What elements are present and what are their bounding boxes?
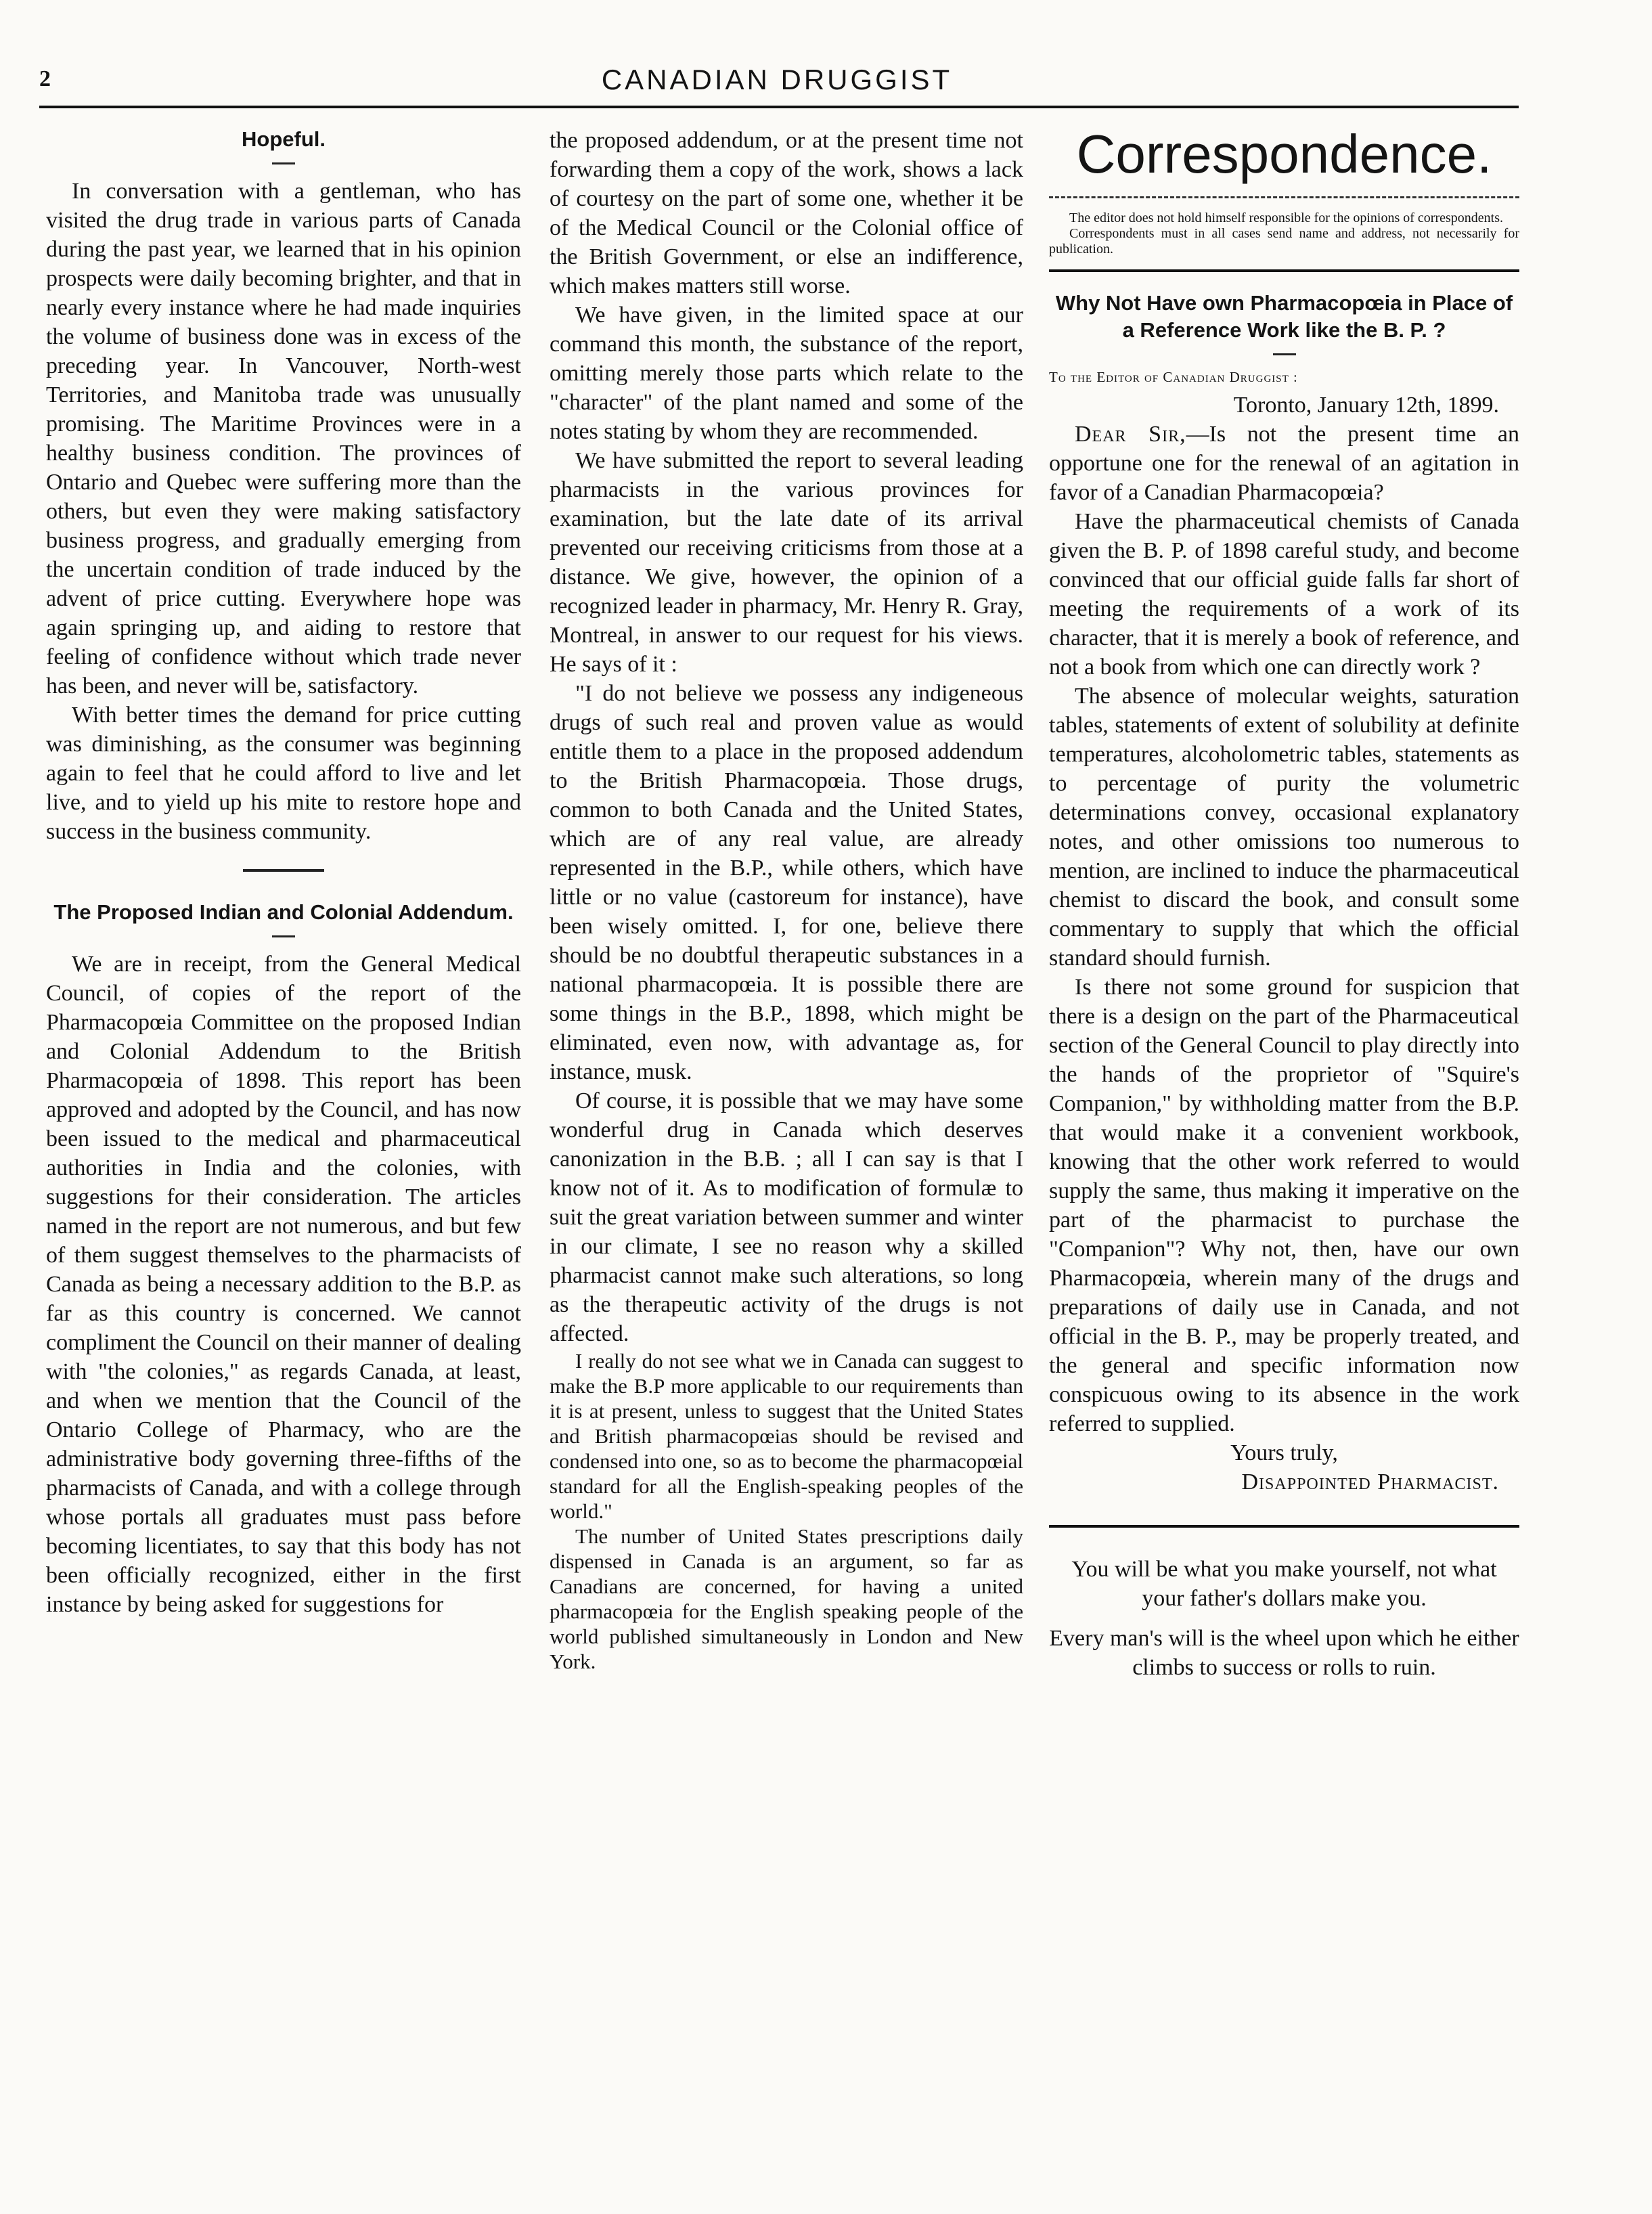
article-title-hopeful: Hopeful.: [242, 127, 326, 151]
letter-paragraph: Is there not some ground for suspicion that there is a design on the part of the Pharmaceutical section of the General Council to play directly into the hands of the proprietor of "Squire's Companion," by withholding matter from the B.P. that would make it a convenient workbook, knowing that the other work referred to would supply the same, thus making it imperative on the part of the pharmacist to purchase the "Companion"? Why not, then, have our own Pharmacopœia, wherein many of the drugs and preparations of daily use in Canada, and not official in the B. P., may be properly treated, and the general and specific information now conspicuous owing to its absence in the work referred to supplied.: [1049, 975, 1519, 1436]
paragraph: We are in receipt, from the General Medical Council, of copies of the report of the Pharmacopœia Committee on the proposed Indian and Colonial Addendum to the British Pharmacopœia of 1898. This report has been approved and adopted by the Council, and has now been issued to the medical and pharmaceutical authorities in India and the colonies, with suggestions for their consideration. The articles named in the report are not numerous, and but few of them suggest themselves to the pharmacists of Canada as being a necessary addition to the B.P. as far as this country is concerned. We cannot compliment the Council on their manner of dealing with "the colonies," as regards Canada, at least, and when we mention that the Council of the Ontario College of Pharmacy, who are the administrative body governing three-fifths of the pharmacists of Canada, and with a college through whose portals all graduates must pass before becoming licentiates, to say that this body has not been officially recognized, either in the first instance by being asked for suggestions for: [46, 952, 521, 1617]
paragraph: We have given, in the limited space at our command this month, the substance of the report, omitting merely those parts which relate to the "character" of the plant named and some of the notes stating by whom they are recommended.: [550, 303, 1023, 444]
maxim: You will be what you make yourself, not what your father's dollars make you.: [1071, 1557, 1497, 1611]
section-rule: [1049, 1525, 1519, 1528]
letter-paragraph: Dear Sir,—Is not the present time an opportune one for the renewal of an agitation in favor of a Canadian Pharmacopœia?: [1049, 422, 1519, 505]
page-header: [39, 62, 1515, 110]
letter-paragraph: The absence of molecular weights, saturation tables, statements of extent of solubility at definite temperatures, alcoholometric tables, statements as to percentage of purity the volumetric determinations convey, occasional explanatory notes, and other omissions too numerous to mention, are inclined to induce the pharmaceutical chemist to discard the book, and consult some commentary to supply that which the official standard should furnish.: [1049, 684, 1519, 971]
paragraph: With better times the demand for price cutting was diminishing, as the consumer was beginning again to feel that he could afford to live and let live, and to yield up his mite to restore hope and success in the business community.: [46, 703, 521, 844]
section-rule: [1049, 269, 1519, 272]
title-dash: [272, 935, 295, 937]
column-2: [550, 126, 1023, 2187]
dashed-rule: [1049, 196, 1519, 198]
to-editor-line: To the Editor of Canadian Druggist :: [1049, 369, 1298, 385]
letter-title: Why Not Have own Pharmacopœia in Place of a Reference Work like the B. P. ?: [1055, 291, 1513, 342]
editor-note-line: The editor does not hold himself responsible for the opinions of correspondents.: [1069, 211, 1503, 225]
paragraph: The number of United States prescriptions daily dispensed in Canada is an argument, so far as Canadians are concerned, for having a united pharmacopœia for the English speaking people of the world published simultaneously in London and New York.: [550, 1524, 1023, 1673]
article-separator: [243, 869, 324, 872]
letter-signature: Disappointed Pharmacist.: [1241, 1469, 1499, 1495]
quote-paragraph: "I do not believe we possess any indigeneous drugs of such real and proven value as would entitle them to a place in the proposed addendum to the British Pharmacopœia. Those drugs, common to both Canada and the United States, which are of any real value, are already represented in the B.P., while others, which have little or no value (castoreum for instance), have been wisely omitted. I, for one, believe there should be no doubtful therapeutic substances in a national pharmacopœia. It is possible there are some things in the B.P., 1898, which might be eliminated, even now, with advantage as, for instance, musk.: [550, 681, 1023, 1084]
quote-paragraph: I really do not see what we in Canada can suggest to make the B.P more applicable to our requirements than it is at present, unless to suggest that the United States and British pharmacopœias should be revised and condensed into one, so as to become the pharmacopœial standard for all the English-speaking peoples of the world.": [550, 1349, 1023, 1523]
paragraph: In conversation with a gentleman, who has visited the drug trade in various parts of Canada during the past year, we learned that in his opinion prospects were daily becoming brighter, and that in nearly every instance where he had made inquiries the volume of business done was in excess of the preceding year. In Vancouver, North-west Territories, and Manitoba trade was unusually promising. The Maritime Provinces were in a healthy business condition. The provinces of Ontario and Quebec were suffering more than the others, but even they were making satisfactory business progress, and gradually emerging from the uncertain condition of trade induced by the advent of price cutting. Everywhere hope was again springing up, and aiding to restore that feeling of confidence without which trade never has been, and never will be, satisfactory.: [46, 179, 521, 699]
letter-closing: Yours truly,: [1230, 1440, 1338, 1465]
column-3: [1049, 126, 1519, 2187]
column-1: [46, 126, 521, 2187]
header-rule: [39, 106, 1519, 108]
section-title-correspondence: Correspondence.: [1076, 126, 1492, 184]
paragraph: the proposed addendum, or at the present time not forwarding them a copy of the work, shows a lack of courtesy on the part of some one, whether it be of the Medical Council or the Colonial office of the British Government, or else an indifference, which makes matters still worse.: [550, 128, 1023, 298]
maxim: Every man's will is the wheel upon which he either climbs to success or rolls to ruin.: [1049, 1626, 1519, 1680]
editor-note: [1049, 211, 1519, 257]
letter-paragraph: Have the pharmaceutical chemists of Canada given the B. P. of 1898 careful study, and become convinced that our official guide falls far short of meeting the requirements of a work of its character, that it is merely a book of reference, and not a book from which one can directly work ?: [1049, 509, 1519, 680]
publication-title: CANADIAN DRUGGIST: [601, 64, 953, 95]
paragraph: We have submitted the report to several leading pharmacists in the various provinces for examination, but the late date of its arrival prevented our receiving criticisms from those at a distance. We give, however, the opinion of a recognized leader in pharmacy, Mr. Henry R. Gray, Montreal, in answer to our request for his views. He says of it :: [550, 448, 1023, 677]
editor-note-line: Correspondents must in all cases send name and address, not necessarily for publication.: [1049, 226, 1519, 257]
title-dash: [272, 162, 295, 164]
title-dash: [1273, 353, 1296, 355]
salutation: Dear Sir,: [1075, 422, 1186, 447]
letter-date: Toronto, January 12th, 1899.: [1233, 393, 1499, 418]
page-number: 2: [39, 66, 51, 91]
quote-paragraph: Of course, it is possible that we may have some wonderful drug in Canada which deserves canonization in the B.B. ; all I can say is that I know not of it. As to modification of formulæ to suit the great variation between summer and winter in our climate, I see no reason why a skilled pharmacist cannot make such alterations, so long as the therapeutic activity of the drugs is not affected.: [550, 1088, 1023, 1346]
article-title-addendum: The Proposed Indian and Colonial Addendum.: [53, 900, 514, 924]
